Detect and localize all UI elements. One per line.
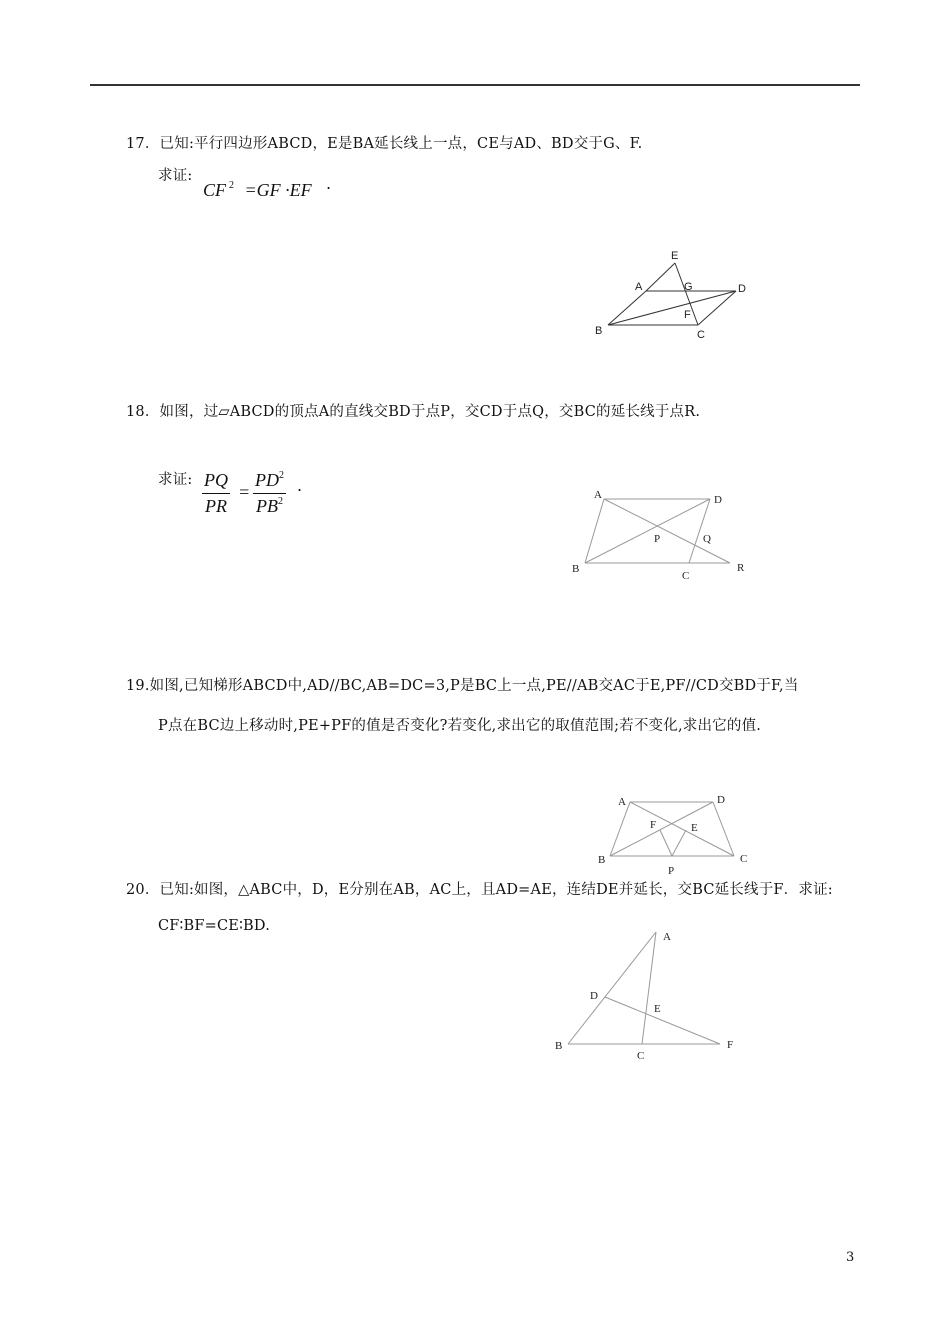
segment-AR (604, 499, 730, 563)
segment-PE (672, 830, 686, 856)
segment-AB (585, 499, 604, 563)
label-B: B (555, 1040, 563, 1052)
label-C: C (682, 570, 690, 582)
label-R: R (737, 562, 745, 574)
fraction-right-numerator-exponent: 2 (279, 470, 284, 481)
label-B: B (572, 563, 580, 575)
segment-BD (585, 499, 710, 563)
fraction-left-denominator: PR (205, 496, 227, 516)
problem-18-equals: = (238, 482, 251, 502)
segment-AC (630, 802, 734, 856)
header-rule (90, 84, 860, 86)
problem-18-figure (565, 485, 765, 585)
label-F: F (650, 819, 657, 831)
problem-17-prove-label: 求证: (158, 168, 193, 184)
problem-17-figure (590, 245, 760, 345)
label-D: D (590, 990, 598, 1002)
fraction-right-denominator-exponent: 2 (278, 496, 283, 507)
segment-AE (646, 263, 675, 291)
label-F: F (727, 1039, 734, 1051)
fraction-left-numerator: PQ (202, 470, 230, 494)
problem-20-statement-line2: CF∶BF=CE∶BD. (158, 918, 271, 934)
formula-lhs-exponent: 2 (229, 180, 235, 191)
segment-AC (642, 932, 656, 1044)
label-A: A (618, 796, 626, 808)
label-D: D (714, 494, 722, 506)
problem-18-fraction-left (202, 470, 230, 517)
label-P: P (654, 533, 661, 545)
problem-20-figure (550, 920, 750, 1060)
problem-18-prove-label: 求证: (158, 472, 193, 488)
label-D: D (717, 794, 725, 806)
problem-19-statement-line2: P点在BC边上移动时,PE+PF的值是否变化?若变化,求出它的取值范围;若不变化,求出它的值. (158, 718, 762, 734)
segment-DF (605, 997, 720, 1044)
label-B: B (595, 325, 603, 337)
label-A: A (594, 489, 602, 501)
problem-18-end-dot: . (297, 476, 303, 495)
label-C: C (637, 1050, 645, 1062)
segment-PF (660, 830, 672, 856)
label-C: C (697, 329, 705, 341)
segment-DC (713, 802, 734, 856)
label-D: D (738, 283, 746, 295)
fraction-right-denominator: PB (256, 496, 278, 516)
label-E: E (654, 1003, 661, 1015)
label-C: C (740, 853, 748, 865)
problem-17-formula (203, 180, 312, 201)
problem-20-statement-line1: 20．已知:如图，△ABC中，D，E分别在AB，AC上，且AD=AE，连结DE并延长，交BC延长线于F．求证: (126, 882, 833, 898)
label-B: B (598, 854, 606, 866)
label-A: A (663, 931, 671, 943)
page-number: 3 (846, 1250, 855, 1265)
problem-17-statement: 17．已知:平行四边形ABCD，E是BA延长线上一点，CE与AD、BD交于G、F. (126, 136, 643, 152)
label-P: P (668, 865, 675, 877)
segment-AB (568, 932, 656, 1044)
label-A: A (635, 281, 643, 293)
problem-19-figure (592, 790, 762, 880)
label-E: E (691, 822, 698, 834)
problem-18-statement: 18．如图，过▱ABCD的顶点A的直线交BD于点P，交CD于点Q，交BC的延长线于点R. (126, 404, 701, 420)
label-F: F (684, 309, 691, 321)
formula-lhs: CF (203, 180, 227, 200)
label-E: E (671, 250, 679, 262)
label-G: G (684, 281, 693, 293)
problem-18-fraction-right (253, 470, 286, 517)
fraction-right-numerator: PD (255, 470, 279, 490)
segment-AB (610, 802, 630, 856)
label-Q: Q (703, 533, 711, 545)
problem-17-end-dot: . (326, 174, 332, 193)
problem-19-statement-line1: 19.如图,已知梯形ABCD中,AD//BC,AB=DC=3,P是BC上一点,PE//AB交AC于E,PF//CD交BD于F,当 (126, 678, 799, 694)
formula-rhs: =GF ·EF (244, 180, 312, 200)
